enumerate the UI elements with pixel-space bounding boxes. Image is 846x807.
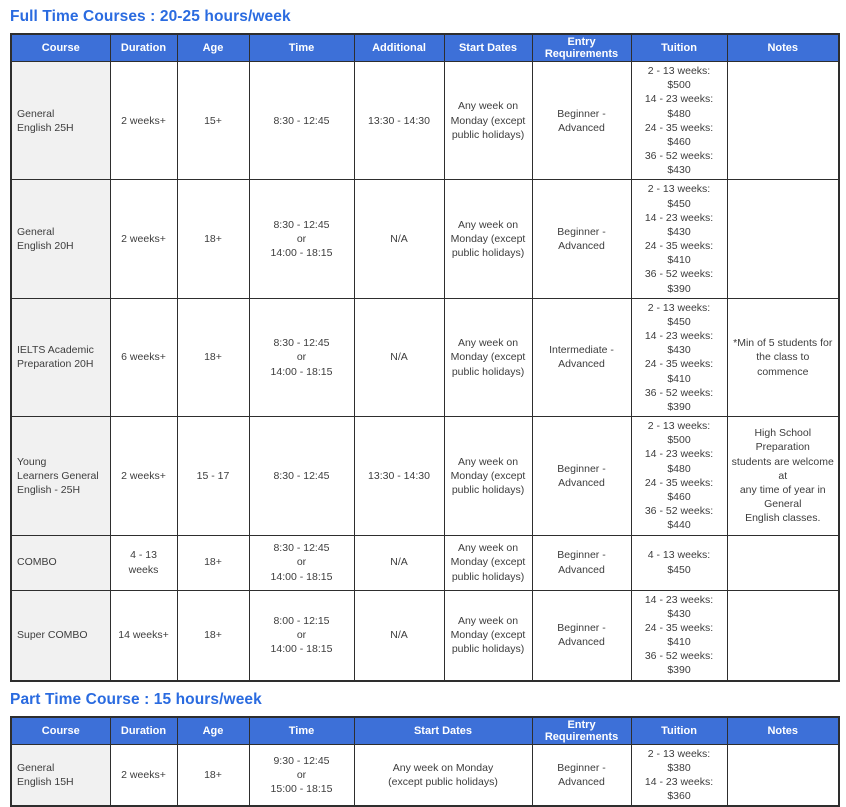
column-header-notes: Notes: [727, 34, 839, 62]
cell-duration: 2 weeks+: [110, 417, 177, 535]
cell-course: General English 20H: [11, 180, 110, 298]
cell-tuition: 2 - 13 weeks: $450 14 - 23 weeks: $430 24 - 35 weeks: $410 36 - 52 weeks: $390: [631, 180, 727, 298]
column-header-start-dates: Start Dates: [444, 34, 532, 62]
cell-course: General English 15H: [11, 744, 110, 806]
cell-entry-requirements: Beginner - Advanced: [532, 590, 631, 681]
cell-entry-requirements: Beginner - Advanced: [532, 62, 631, 180]
cell-start-dates: Any week on Monday (except public holidays): [444, 590, 532, 681]
cell-duration: 6 weeks+: [110, 298, 177, 416]
full-time-course-table: [10, 33, 840, 682]
table-row-young-learners-general-english-25h: [11, 417, 839, 535]
table-row-general-english-25h: [11, 62, 839, 180]
cell-start-dates: Any week on Monday (except public holidays): [444, 417, 532, 535]
cell-additional: N/A: [354, 180, 444, 298]
cell-age: 18+: [177, 744, 249, 806]
column-header-age: Age: [177, 34, 249, 62]
cell-duration: 4 - 13 weeks: [110, 535, 177, 590]
cell-course: General English 25H: [11, 62, 110, 180]
cell-entry-requirements: Beginner - Advanced: [532, 744, 631, 806]
column-header-tuition: Tuition: [631, 34, 727, 62]
cell-time: 8:30 - 12:45: [249, 417, 354, 535]
cell-additional: N/A: [354, 590, 444, 681]
cell-course: COMBO: [11, 535, 110, 590]
cell-entry-requirements: Beginner - Advanced: [532, 417, 631, 535]
cell-entry-requirements: Beginner - Advanced: [532, 180, 631, 298]
column-header-start-dates: Start Dates: [354, 717, 532, 745]
cell-duration: 2 weeks+: [110, 180, 177, 298]
table-row-general-english-20h: [11, 180, 839, 298]
cell-age: 18+: [177, 590, 249, 681]
cell-duration: 2 weeks+: [110, 744, 177, 806]
cell-notes: [727, 180, 839, 298]
table-row-ielts-academic-preparation-20h: [11, 298, 839, 416]
cell-time: 9:30 - 12:45 or 15:00 - 18:15: [249, 744, 354, 806]
cell-start-dates: Any week on Monday (except public holidays): [444, 535, 532, 590]
cell-course: Young Learners General English - 25H: [11, 417, 110, 535]
cell-additional: N/A: [354, 298, 444, 416]
column-header-entry-requirements: Entry Requirements: [532, 34, 631, 62]
full-time-header-row: [11, 34, 839, 62]
cell-notes: [727, 744, 839, 806]
cell-age: 18+: [177, 298, 249, 416]
cell-additional: 13:30 - 14:30: [354, 62, 444, 180]
cell-start-dates: Any week on Monday (except public holidays): [444, 180, 532, 298]
cell-time: 8:30 - 12:45 or 14:00 - 18:15: [249, 180, 354, 298]
column-header-course: Course: [11, 717, 110, 745]
cell-notes: High School Preparation students are welcome at any time of year in General English classes.: [727, 417, 839, 535]
part-time-course-table: [10, 716, 840, 807]
cell-age: 18+: [177, 535, 249, 590]
column-header-notes: Notes: [727, 717, 839, 745]
cell-age: 15 - 17: [177, 417, 249, 535]
cell-tuition: 14 - 23 weeks: $430 24 - 35 weeks: $410 36 - 52 weeks: $390: [631, 590, 727, 681]
column-header-time: Time: [249, 717, 354, 745]
part-time-header-row: [11, 717, 839, 745]
cell-time: 8:30 - 12:45: [249, 62, 354, 180]
cell-entry-requirements: Intermediate - Advanced: [532, 298, 631, 416]
cell-tuition: 2 - 13 weeks: $450 14 - 23 weeks: $430 24 - 35 weeks: $410 36 - 52 weeks: $390: [631, 298, 727, 416]
cell-notes: [727, 590, 839, 681]
cell-tuition: 2 - 13 weeks: $500 14 - 23 weeks: $480 24 - 35 weeks: $460 36 - 52 weeks: $430: [631, 62, 727, 180]
cell-notes: *Min of 5 students for the class to commence: [727, 298, 839, 416]
full-time-section-title: Full Time Courses : 20-25 hours/week: [10, 8, 291, 25]
column-header-additional: Additional: [354, 34, 444, 62]
cell-time: 8:00 - 12:15 or 14:00 - 18:15: [249, 590, 354, 681]
column-header-duration: Duration: [110, 34, 177, 62]
cell-tuition: 4 - 13 weeks: $450: [631, 535, 727, 590]
part-time-section-title: Part Time Course : 15 hours/week: [10, 690, 262, 708]
cell-time: 8:30 - 12:45 or 14:00 - 18:15: [249, 298, 354, 416]
column-header-time: Time: [249, 34, 354, 62]
column-header-course: Course: [11, 34, 110, 62]
cell-additional: 13:30 - 14:30: [354, 417, 444, 535]
cell-duration: 2 weeks+: [110, 62, 177, 180]
column-header-age: Age: [177, 717, 249, 745]
table-row-super-combo: [11, 590, 839, 681]
cell-start-dates: Any week on Monday (except public holidays): [444, 62, 532, 180]
cell-start-dates: Any week on Monday (except public holidays): [354, 744, 532, 806]
table-row-combo: [11, 535, 839, 590]
cell-age: 18+: [177, 180, 249, 298]
cell-tuition: 2 - 13 weeks: $500 14 - 23 weeks: $480 24 - 35 weeks: $460 36 - 52 weeks: $440: [631, 417, 727, 535]
cell-age: 15+: [177, 62, 249, 180]
column-header-entry-requirements: Entry Requirements: [532, 717, 631, 745]
column-header-duration: Duration: [110, 717, 177, 745]
cell-notes: [727, 62, 839, 180]
cell-additional: N/A: [354, 535, 444, 590]
cell-time: 8:30 - 12:45 or 14:00 - 18:15: [249, 535, 354, 590]
cell-tuition: 2 - 13 weeks: $380 14 - 23 weeks: $360: [631, 744, 727, 806]
cell-course: Super COMBO: [11, 590, 110, 681]
cell-start-dates: Any week on Monday (except public holidays): [444, 298, 532, 416]
cell-duration: 14 weeks+: [110, 590, 177, 681]
table-row-general-english-15h: [11, 744, 839, 806]
cell-course: IELTS Academic Preparation 20H: [11, 298, 110, 416]
cell-entry-requirements: Beginner - Advanced: [532, 535, 631, 590]
column-header-tuition: Tuition: [631, 717, 727, 745]
cell-notes: [727, 535, 839, 590]
